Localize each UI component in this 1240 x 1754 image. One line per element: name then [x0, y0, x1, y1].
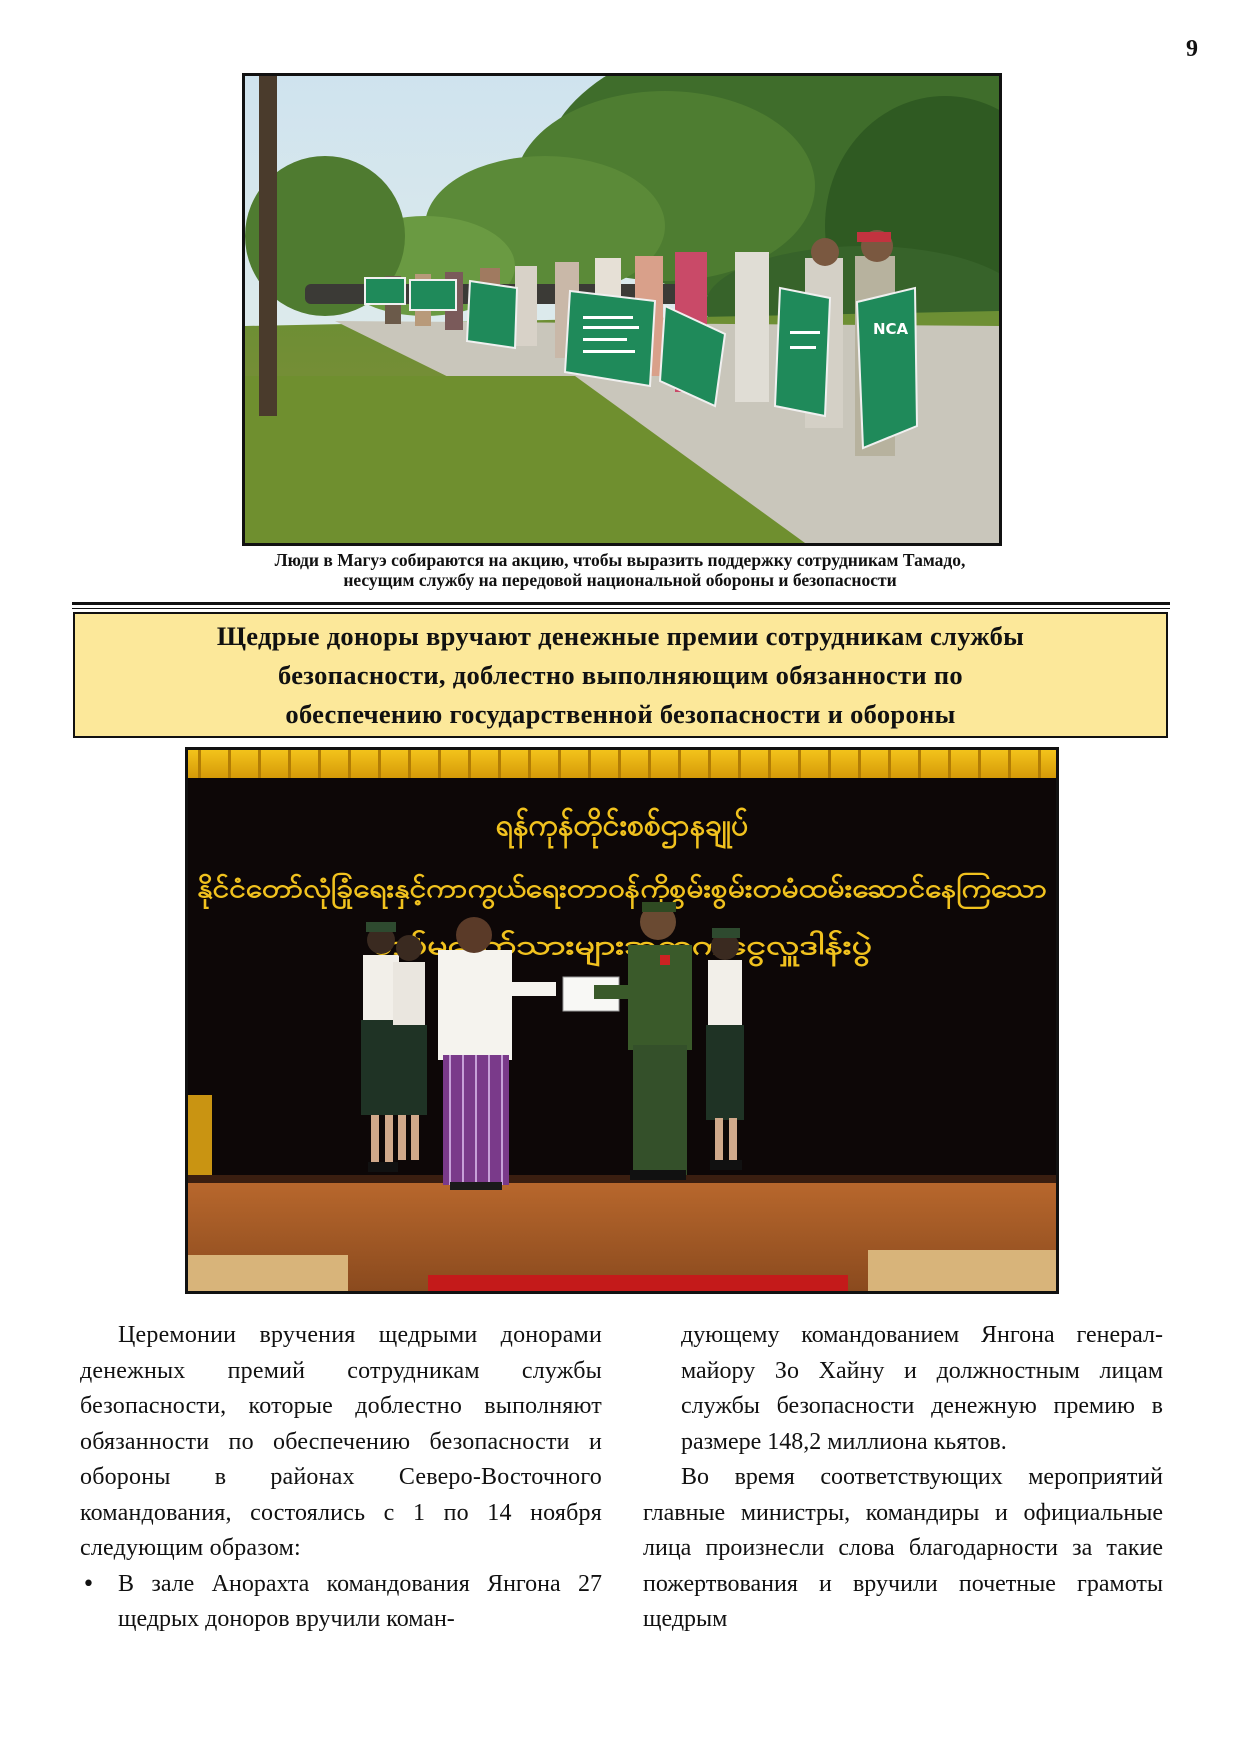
- headline-line-1: Щедрые доноры вручают денежные премии сотрудникам службы: [216, 620, 1025, 651]
- article-right-column: [643, 1318, 1163, 1638]
- divider-rule-thin: [72, 608, 1170, 609]
- article-bullet-list: [80, 1567, 602, 1638]
- ceremony-photo: [185, 747, 1059, 1294]
- stage-title-line-2: နိုင်ငံတော်လုံခြုံရေးနှင့်ကာကွယ်ရေးတာဝန်ကိုစွမ်းစွမ်းတမံထမ်းဆောင်နေကြသော: [197, 874, 909, 903]
- article-left-column: [80, 1318, 602, 1638]
- banner-text-nca: NCA: [873, 320, 909, 338]
- march-photo: [242, 73, 1002, 546]
- march-photo-illustration: [245, 76, 999, 543]
- article-paragraph-1: Церемонии вручения щедрыми донорами денежных премий сотрудникам службы безопасности, которые доблестно выполняют обязанности по обеспечению безопасности и обороны в районах Северо-Восточного командования, состоялись с 1 по 14 ноября следующим образом:: [80, 1322, 602, 1561]
- article-paragraph-2: Во время соответствующих мероприятий главные министры, командиры и официальные лица произнесли слова благодарности за такие пожертвования и вручили почетные грамоты щедрым: [643, 1464, 1163, 1632]
- divider-rule-thick: [72, 602, 1170, 605]
- headline: [121, 617, 1121, 734]
- photo-caption: [150, 550, 1090, 590]
- caption-line-2: несущим службу на передовой национальной обороны и безопасности: [343, 570, 897, 590]
- headline-line-3: обеспечению государственной безопасности и обороны: [285, 698, 956, 729]
- stage-title-line-3: တပ်မတော်သားများအတွက်ငွေလှူဒါန်းပွဲ: [372, 930, 751, 961]
- page-number: 9: [1186, 36, 1198, 62]
- caption-line-1: Люди в Магуэ собираются на акцию, чтобы выразить поддержку сотрудникам Тамадо,: [274, 550, 966, 570]
- ceremony-photo-illustration: [188, 750, 1056, 1291]
- bullet-continuation: дующему командованием Янгона генерал-майору Зо Хайну и должностным лицам службы безопасности денежную премию в размере 148,2 миллиона кьятов.: [681, 1322, 1163, 1455]
- bullet-item: [80, 1567, 602, 1638]
- bullet-icon: •: [82, 1571, 95, 1597]
- headline-box: [73, 612, 1168, 738]
- bullet-item-text: В зале Анорахта командования Янгона 27 щедрых доноров вручили коман-: [118, 1570, 602, 1632]
- headline-line-2: безопасности, доблестно выполняющим обязанности по: [278, 659, 963, 690]
- stage-title-line-1: ရန်ကုန်တိုင်းစစ်ဌာနချုပ်: [495, 808, 749, 843]
